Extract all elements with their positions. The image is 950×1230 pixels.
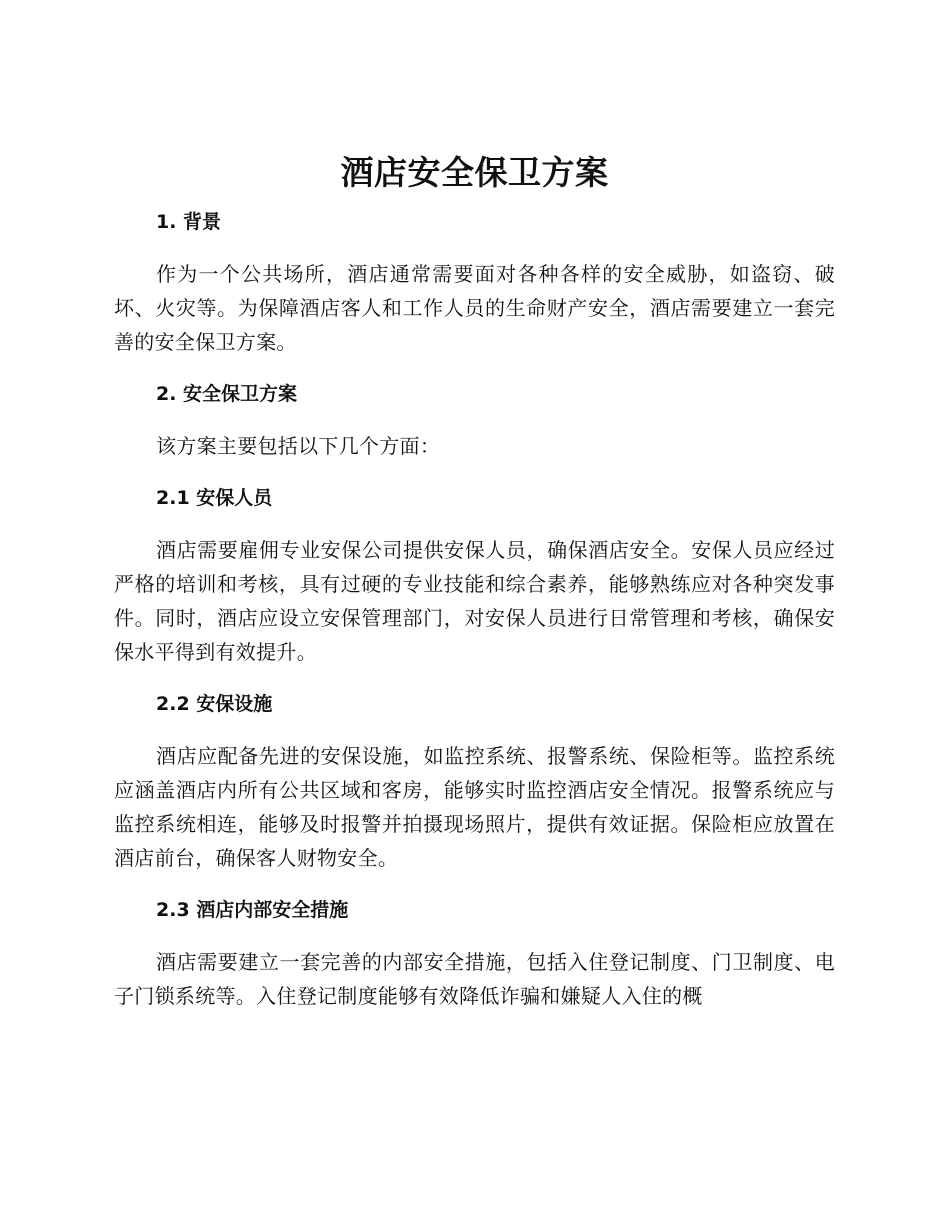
section-heading-security-facilities: 2.2 安保设施 <box>156 693 273 715</box>
section-heading-security-staff: 2.1 安保人员 <box>156 487 273 509</box>
document-title: 酒店安全保卫方案 <box>340 153 609 192</box>
paragraph-security-staff: 酒店需要雇佣专业安保公司提供安保人员，确保酒店安全。安保人员应经过严格的培训和考核，具有过硬的专业技能和综合素养，能够熟练应对各种突发事件。同时，酒店应设立安保管理部门，对安保人员进行日常管理和考核，确保安保水平得到有效提升。 <box>114 538 835 664</box>
paragraph-background: 作为一个公共场所，酒店通常需要面对各种各样的安全威胁，如盗窃、破坏、火灾等。为保障酒店客人和工作人员的生命财产安全，酒店需要建立一套完善的安全保卫方案。 <box>114 262 835 354</box>
paragraph-security-facilities: 酒店应配备先进的安保设施，如监控系统、报警系统、保险柜等。监控系统应涵盖酒店内所有公共区域和客房，能够实时监控酒店安全情况。报警系统应与监控系统相连，能够及时报警并拍摄现场照片，提供有效证据。保险柜应放置在酒店前台，确保客人财物安全。 <box>114 744 835 870</box>
section-heading-internal-measures: 2.3 酒店内部安全措施 <box>156 899 349 921</box>
section-heading-background: 1. 背景 <box>156 211 222 233</box>
paragraph-internal-measures: 酒店需要建立一套完善的内部安全措施，包括入住登记制度、门卫制度、电子门锁系统等。入住登记制度能够有效降低诈骗和嫌疑人入住的概 <box>114 950 835 1008</box>
paragraph-plan-intro: 该方案主要包括以下几个方面： <box>156 434 441 458</box>
section-heading-security-plan: 2. 安全保卫方案 <box>156 383 298 405</box>
